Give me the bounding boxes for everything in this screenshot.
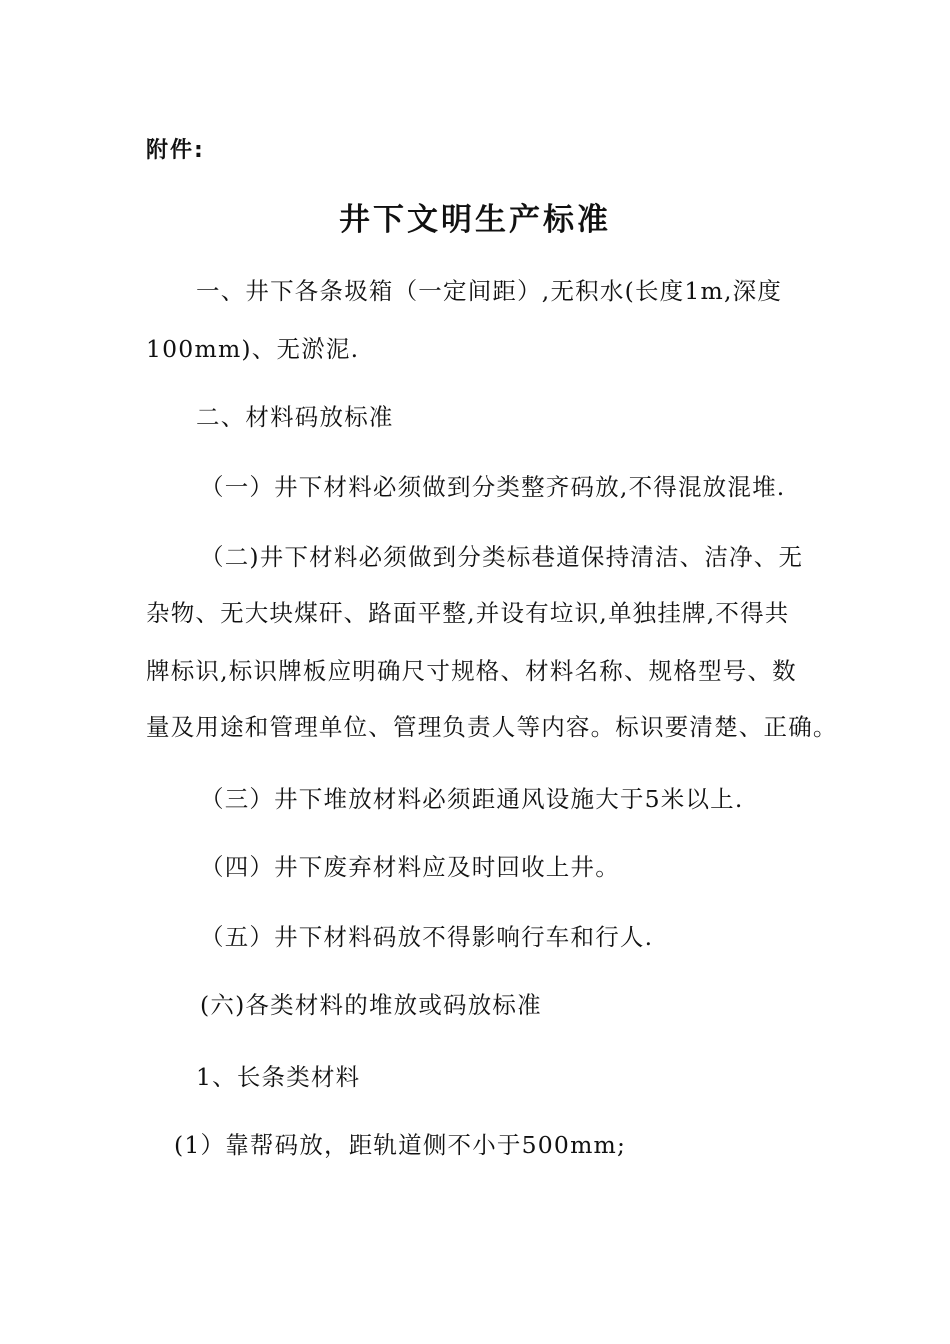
attachment-label: 附件:	[146, 138, 205, 163]
section-2-item-1: （一）井下材料必须做到分类整齐码放,不得混放混堆.	[200, 473, 786, 501]
document-title: 井下文明生产标准	[339, 202, 611, 238]
section-1-line-2: 100mm)、无淤泥.	[146, 335, 360, 363]
section-2-item-6: (六)各类材料的堆放或码放标准	[200, 991, 542, 1019]
section-2-heading: 二、材料码放标准	[196, 403, 394, 431]
section-2-item-2-line-2: 杂物、无大块煤矸、路面平整,并设有垃识,单独挂牌,不得共	[146, 599, 790, 627]
section-1-line-1: 一、井下各条圾箱（一定间距）,无积水(长度1m,深度	[196, 277, 783, 305]
section-2-item-6-sub-1: 1、长条类材料	[196, 1063, 361, 1091]
section-2-item-2-line-1: （二)井下材料必须做到分类标巷道保持清洁、洁净、无	[200, 543, 804, 571]
section-2-item-3: （三）井下堆放材料必须距通风设施大于5米以上.	[200, 785, 744, 813]
section-2-item-6-sub-1-point-1: (1）靠帮码放，距轨道侧不小于500mm;	[174, 1131, 627, 1159]
section-2-item-2-line-4: 量及用途和管理单位、管理负责人等内容。标识要清楚、正确。	[146, 713, 838, 741]
section-2-item-5: （五）井下材料码放不得影响行车和行人.	[200, 923, 654, 951]
section-2-item-4: （四）井下废弃材料应及时回收上井。	[200, 853, 620, 881]
section-2-item-2-line-3: 牌标识,标识牌板应明确尺寸规格、材料名称、规格型号、数	[146, 657, 797, 685]
